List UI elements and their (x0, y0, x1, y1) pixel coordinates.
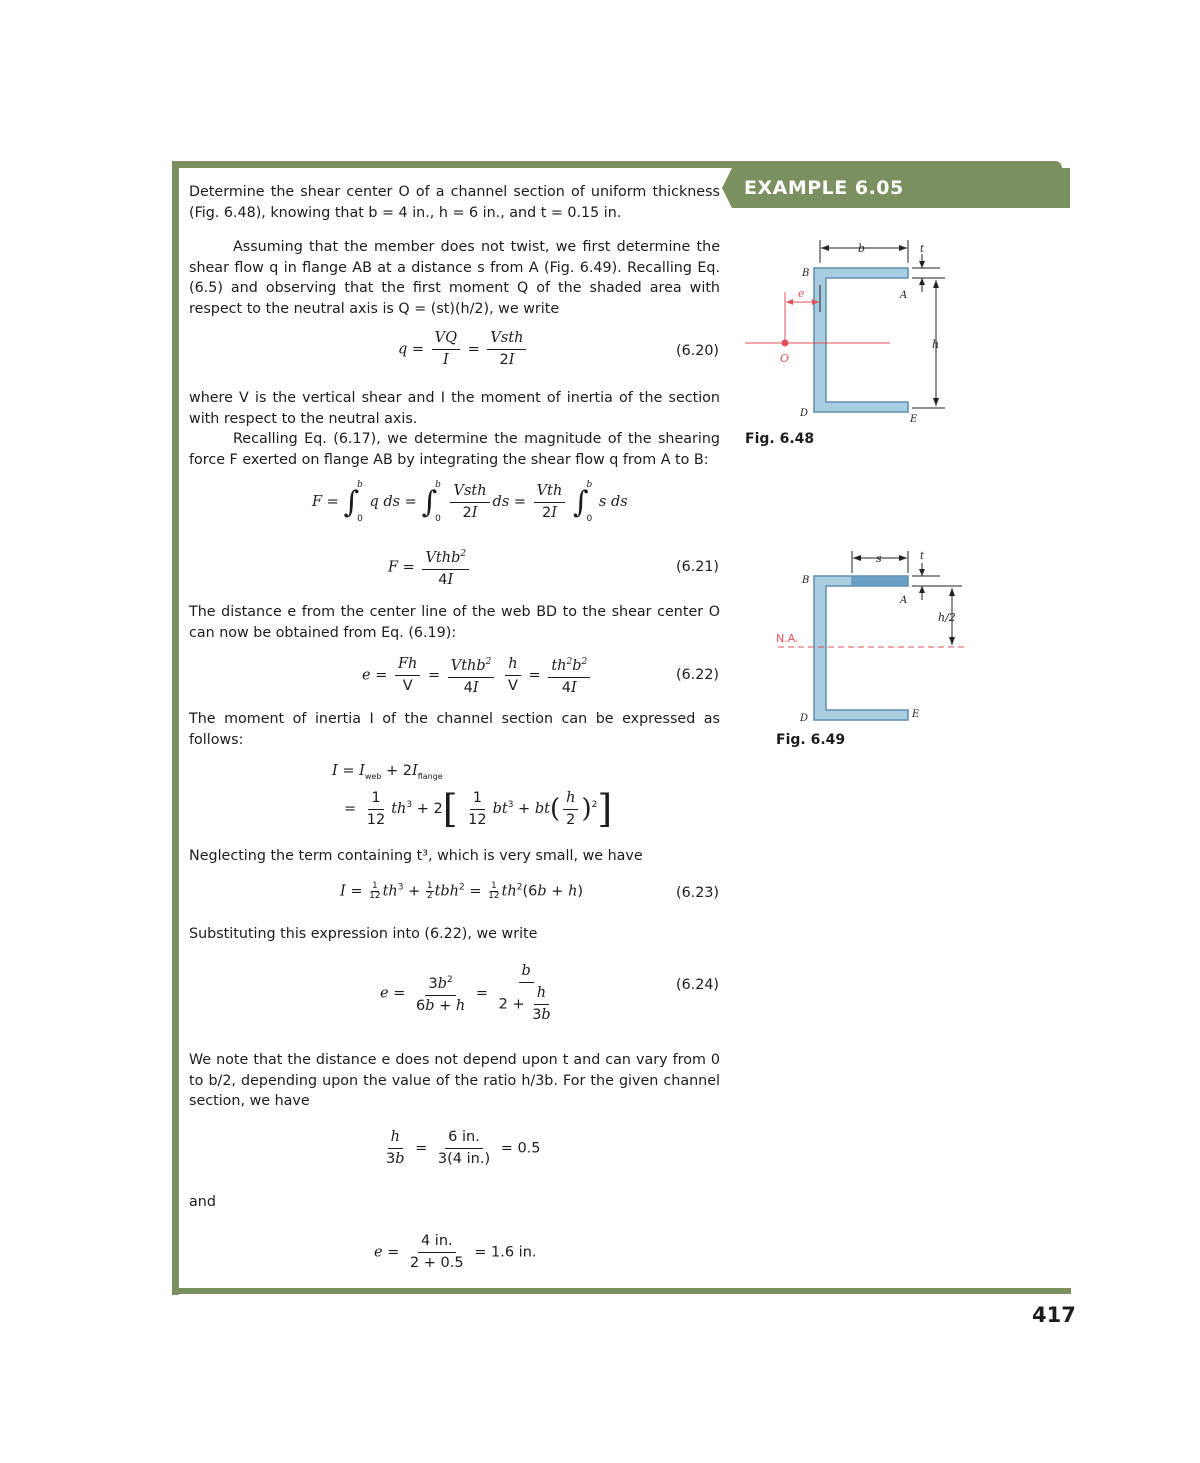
equation-ratio: $\frac{h}{3b}$ = $\frac{6 in.}{3(4 in.)}$ = 0.5 (386, 1129, 541, 1167)
label-E: E (912, 709, 920, 720)
paragraph-moment-inertia: The moment of inertia I of the channel section can be expressed as follows: (189, 711, 720, 748)
label-t: t (920, 244, 925, 255)
equation-6-24: e = $\frac{3b^2}{6b + h}$ = b 2 + $\frac{h}{3b}$ (380, 963, 551, 1023)
paragraph-distance-e: The distance e from the center line of the web BD to the shear center O can now be obtained from Eq. (6.19): (189, 604, 720, 641)
label-h: h (932, 338, 940, 351)
equation-number: (6.23) (676, 885, 719, 901)
label-na: N.A. (776, 632, 799, 645)
label-s: s (876, 552, 882, 565)
equation-6-22: e = $\frac{Fh}{V}$ = $\frac{Vthb^2}{4I}$ $\frac{h}{V}$ = $\frac{th^2b^2}{4I}$ (362, 653, 593, 698)
equation-inertia-expanded: = $\frac{1}{12}$ $th^3 + 2$[ $\frac{1}{12}$ $bt^3 + bt$( $\frac{h}{2}$ )$^2$] (344, 787, 613, 831)
equation-number: (6.20) (676, 343, 719, 359)
problem-statement: Determine the shear center O of a channel section of uniform thickness (Fig. 6.48), knowing that b = 4 in., h = 6 in., and t = 0.15 in. (189, 184, 720, 221)
paragraph-substituting: Substituting this expression into (6.22), we write (189, 926, 538, 942)
paragraph-note-e: We note that the distance e does not depend upon t and can vary from 0 to b/2, depending upon the value of the ratio h/3b. For the given channel section, we have (189, 1052, 720, 1109)
label-D: D (800, 713, 809, 724)
figure-6-48 (740, 230, 1070, 430)
label-B: B (802, 268, 810, 279)
channel-section (814, 268, 908, 412)
label-E: E (910, 414, 918, 425)
equation-number: (6.24) (676, 977, 719, 993)
equation-6-20: q = $\frac{VQ}{I}$ = $\frac{\text{Vsth}}{2I}$ (398, 329, 529, 370)
figure-6-48-caption: Fig. 6.48 (745, 431, 815, 447)
figure-6-49 (740, 545, 1070, 735)
label-e: e (798, 287, 805, 300)
label-A: A (900, 290, 908, 301)
label-half-h: h/2 (938, 611, 956, 624)
equation-inertia-sum: $I = I_{web} + 2I_{flange}$ (332, 763, 443, 781)
label-D: D (800, 408, 809, 419)
equation-number: (6.22) (676, 667, 719, 683)
page-number: 417 (1032, 1303, 1076, 1327)
frame-top-bar (172, 161, 1062, 168)
shaded-flange-area (852, 576, 908, 586)
label-O: O (780, 352, 790, 365)
channel-section (814, 576, 908, 720)
paragraph-shear-flow: Assuming that the member does not twist, we first determine the shear flow q in flange AB at a distance s from A (Fig. 6.49). Recalling Eq. (6.5) and observing that the first moment Q of the shaded area with respect to the neutral axis is Q = (st)(h/2), we write (189, 239, 720, 317)
frame-left-bar (172, 161, 179, 1295)
label-B: B (802, 575, 810, 586)
equation-6-23: I = $\frac{1}{12}$ $th^3$ + $\frac{1}{2}$ tbh$^2$ = $\frac{1}{12}$ $th^2(6b + h)$ (340, 881, 584, 901)
label-A: A (900, 595, 908, 606)
equation-number: (6.21) (676, 559, 719, 575)
example-label: EXAMPLE 6.05 (732, 168, 1070, 208)
equation-result: e = $\frac{4 in.}{2 + 0.5}$ = 1.6 in. (374, 1233, 537, 1271)
label-t: t (920, 551, 925, 562)
equation-6-21: F = $\frac{Vthb^2}{4I}$ (388, 545, 472, 590)
paragraph-and: and (189, 1194, 216, 1210)
shear-center-point (782, 340, 789, 347)
figure-6-49-caption: Fig. 6.49 (776, 732, 846, 748)
label-b: b (858, 242, 866, 255)
paragraph-vertical-shear: where V is the vertical shear and I the moment of inertia of the section with respect to the neutral axis. (189, 390, 720, 427)
paragraph-shearing-force: Recalling Eq. (6.17), we determine the magnitude of the shearing force F exerted on flange AB by integrating the shear flow q from A to B: (189, 431, 720, 468)
paragraph-neglecting: Neglecting the term containing t³, which is very small, we have (189, 848, 643, 864)
frame-bottom-bar (172, 1288, 1071, 1294)
equation-integral: F = ∫ b 0 q ds = ∫ b 0 $\frac{\text{Vsth}}{2I}$ ds = $\frac{\text{Vth}}{2I}$ ∫ b 0 s ds (312, 480, 628, 524)
